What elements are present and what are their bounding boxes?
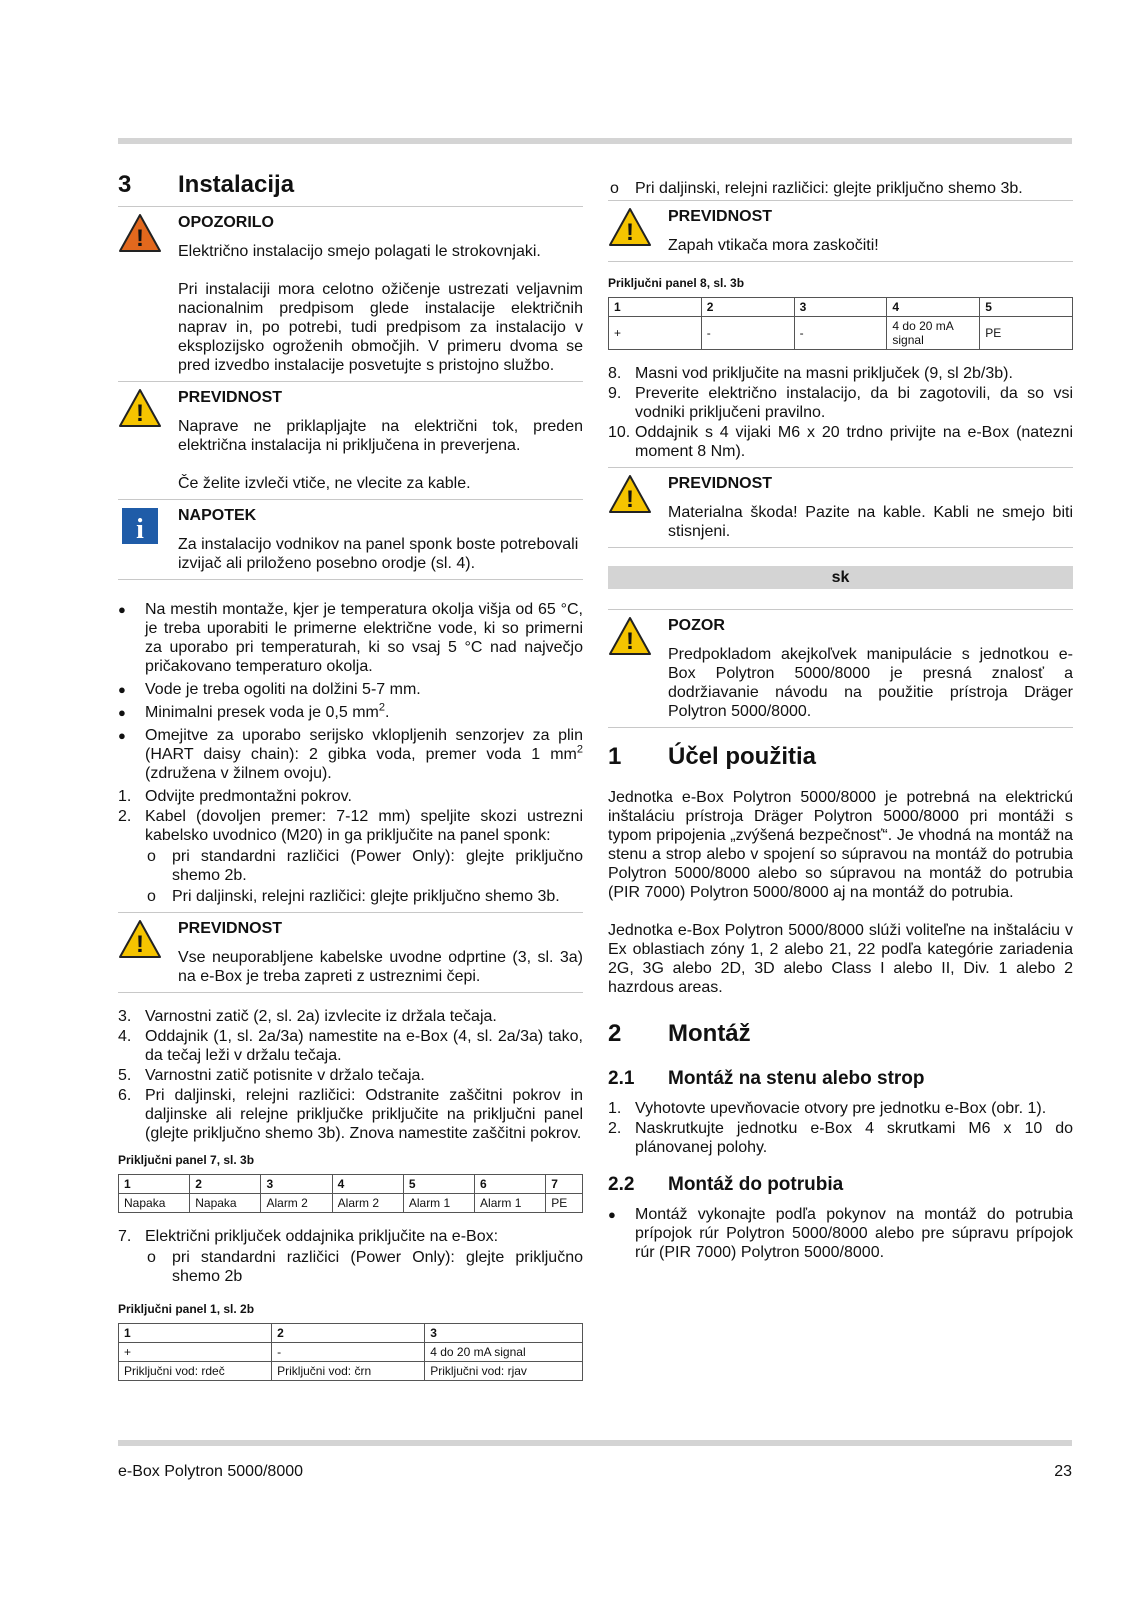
notice-title: OPOZORILO — [178, 214, 274, 231]
list-item — [608, 1119, 1073, 1157]
table-cell: 7 — [546, 1175, 583, 1194]
sub-list-item — [145, 847, 583, 885]
svg-text:!: ! — [626, 628, 634, 655]
step-number: 7. — [118, 1228, 132, 1245]
list-item: ● Na mestih montaže, kjer je temperatura okolja višja od 65 °C, je treba uporabiti le primerne električne vode, ki so primerni za uporabo pri temperaturah, ki so vsaj 5 °C nad največjo pričakovano temperaturo okolja. — [118, 600, 583, 676]
heading-title: Účel použitia — [668, 743, 817, 770]
table-cell: 1 — [119, 1175, 190, 1194]
step-text: Varnostni zatič potisnite v držalo tečaja. — [145, 1067, 425, 1084]
notice-text: Vse neuporabljene kabelske uvodne odprtine (3, sl. 3a) na e-Box je treba zapreti z ustreznimi čepi. — [178, 949, 583, 985]
svg-text:!: ! — [136, 225, 144, 252]
steps-list — [608, 364, 1073, 461]
heading-title: Montáž — [668, 1020, 751, 1047]
table-cell: 2 — [701, 298, 794, 317]
sub-text: Pri daljinski, relejni različici: glejte priključno shemo 3b. — [172, 888, 560, 905]
table-cell: Napaka — [190, 1194, 261, 1213]
table-cell: + — [119, 1343, 272, 1362]
heading-number: 2 — [608, 1020, 622, 1047]
caution-icon — [608, 207, 652, 247]
sub-text: pri standardni različici (Power Only): glejte priključno shemo 2b. — [172, 848, 583, 884]
table-header-row — [119, 1175, 583, 1194]
page-number: 23 — [1054, 1463, 1072, 1480]
list-item — [118, 787, 583, 806]
heading-title: Montáž do potrubia — [668, 1174, 844, 1195]
step-number: 1. — [608, 1100, 622, 1117]
table-caption: Priključni panel 8, sl. 3b — [608, 276, 745, 290]
notice-text: Predpokladom akejkoľvek manipulácie s jednotkou e-Box Polytron 5000/8000 je presná znalosť a dodržiavanie návodu na použitie prístroja Dräger Polytron 5000/8000. — [668, 646, 1073, 720]
notice-text: Električno instalacijo smejo polagati le strokovnjaki. — [178, 243, 541, 260]
sub-bullet: o — [147, 848, 156, 865]
superscript: 2 — [378, 701, 385, 714]
info-icon — [118, 506, 162, 546]
step-text: Preverite električno instalacijo, da bi zagotovili, da so vsi vodniki priključeni pravilno. — [635, 385, 1073, 421]
caution-icon — [608, 616, 652, 656]
heading-title: Montáž na stenu alebo strop — [668, 1068, 925, 1089]
step-number: 3. — [118, 1008, 132, 1025]
notice-title: PREVIDNOST — [668, 475, 773, 492]
table-cell: 2 — [190, 1175, 261, 1194]
notice-title: PREVIDNOST — [178, 920, 283, 937]
list-item: ● Montáž vykonajte podľa pokynov na montáž do potrubia prípojok rúr Polytron 5000/8000 alebo pre súpravu prípojok rúr (PIR 7000) Polytron 5000/8000. — [608, 1205, 1073, 1262]
sub-text: pri standardni različici (Power Only): glejte priključno shemo 2b — [172, 1249, 583, 1285]
subsection-heading-pipe — [608, 1173, 1073, 1197]
sub-list — [608, 179, 1073, 198]
table-cell: Alarm 2 — [332, 1194, 403, 1213]
svg-text:!: ! — [626, 219, 634, 246]
list-item-text: . — [385, 704, 390, 721]
sub-list — [145, 1248, 583, 1286]
table-cell: 4 — [887, 298, 980, 317]
list-item — [118, 1027, 583, 1065]
step-number: 2. — [608, 1120, 622, 1137]
notice-title: PREVIDNOST — [178, 389, 283, 406]
paragraph: Jednotka e-Box Polytron 5000/8000 slúži voliteľne na inštaláciu v Ex oblastiach zóny 1, 2 alebo 21, 22 podľa kategórie zariadenia 2G, 3G alebo 2D, 3D alebo Class I alebo II, Div. 1 alebo 2 hazrdous areas. — [608, 922, 1073, 996]
attention-notice — [608, 609, 1073, 728]
sub-list — [145, 847, 583, 906]
svg-text:!: ! — [136, 400, 144, 427]
list-item — [118, 726, 583, 783]
warning-notice — [118, 207, 583, 382]
warning-icon — [118, 213, 162, 253]
table-cell: 4 do 20 mA signal — [425, 1343, 583, 1362]
step-number: 4. — [118, 1028, 132, 1045]
sub-text: Pri daljinski, relejni različici: glejte priključno shemo 3b. — [635, 180, 1023, 197]
step-text: Oddajnik s 4 vijaki M6 x 20 trdno privijte na e-Box (natezni moment 8 Nm). — [635, 424, 1073, 460]
step-text: Vyhotovte upevňovacie otvory pre jednotku e-Box (obr. 1). — [635, 1100, 1047, 1117]
sub-bullet: o — [610, 180, 619, 197]
caution-notice — [608, 467, 1073, 548]
steps-list — [118, 1007, 583, 1143]
svg-text:!: ! — [136, 931, 144, 958]
step-number: 2. — [118, 808, 132, 825]
caution-icon — [118, 388, 162, 428]
connection-table-7 — [118, 1174, 583, 1213]
step-number: 5. — [118, 1067, 132, 1084]
list-item — [118, 1086, 583, 1143]
step-number: 10. — [608, 424, 631, 441]
bottom-rule — [118, 1440, 1072, 1446]
connection-table-1 — [118, 1323, 583, 1381]
sub-bullet: o — [147, 1249, 156, 1266]
heading-number: 3 — [118, 171, 132, 198]
heading-title: Instalacija — [178, 171, 295, 198]
svg-text:i: i — [136, 514, 144, 545]
step-text: Varnostni zatič (2, sl. 2a) izvlecite iz držala tečaja. — [145, 1008, 497, 1025]
table-cell: Priključni vod: črn — [272, 1362, 425, 1381]
table-cell: PE — [546, 1194, 583, 1213]
steps-list — [608, 1099, 1073, 1157]
top-rule — [118, 138, 1072, 144]
step-text: Masni vod priključite na masni priključek (9, sl 2b/3b). — [635, 365, 1013, 382]
step-text: Kabel (dovoljen premer: 7-12 mm) speljite skozi ustrezni kabelsko uvodnico (M20) in ga priključite na panel sponk: — [145, 808, 583, 844]
step-text: Odvijte predmontažni pokrov. — [145, 788, 352, 805]
notice-text: Naprave ne priklapljajte na električni tok, preden električna instalacija ni priključena in preverjena. — [178, 418, 583, 454]
sub-list-item — [608, 179, 1073, 198]
footer-product: e-Box Polytron 5000/8000 — [118, 1463, 304, 1480]
list-item — [608, 423, 1073, 461]
step-text: Oddajnik (1, sl. 2a/3a) namestite na e-Box (4, sl. 2a/3a) tako, da tečaj leži v držalu tečaja. — [145, 1028, 583, 1064]
table-row — [609, 317, 1073, 350]
table-cell: + — [609, 317, 702, 350]
list-item — [118, 1227, 583, 1286]
table-caption: Priključni panel 7, sl. 3b — [118, 1153, 255, 1167]
step-text: Električni priključek oddajnika priključite na e-Box: — [145, 1228, 499, 1245]
list-item — [608, 364, 1073, 383]
notice-text: Materialna škoda! Pazite na kable. Kabli ne smejo biti stisnjeni. — [668, 504, 1073, 540]
table-cell: Alarm 2 — [261, 1194, 332, 1213]
caution-notice — [118, 382, 583, 500]
list-item — [608, 1099, 1073, 1118]
left-column — [118, 170, 583, 1381]
svg-text:!: ! — [626, 486, 634, 513]
notice-text: Za instalacijo vodnikov na panel sponk boste potrebovali izvijač ali priloženo posebno orodje (sl. 4). — [178, 536, 579, 572]
step-number: 9. — [608, 385, 622, 402]
table-row — [119, 1343, 583, 1362]
list-item: ● Vode je treba ogoliti na dolžini 5-7 mm. — [118, 680, 583, 699]
sub-list-item — [145, 1248, 583, 1286]
step-number: 1. — [118, 788, 132, 805]
sub-list-item — [145, 887, 583, 906]
table-cell: 4 do 20 mA signal — [887, 317, 980, 350]
superscript: 2 — [576, 743, 583, 756]
table-cell: 2 — [272, 1324, 425, 1343]
table-cell: 4 — [332, 1175, 403, 1194]
table-cell: 5 — [403, 1175, 474, 1194]
table-row — [119, 1362, 583, 1381]
table-cell: - — [794, 317, 887, 350]
note-notice — [118, 500, 583, 580]
notice-text: Pri instalaciji mora celotno ožičenje ustrezati veljavnim nacionalnim predpisom glede instalacije električnih naprav in, po potrebi, tudi predpisom za instalacijo v eksplozijsko ogroženih območjih. V primeru dvoma se pred izvedbo instalacije posvetujte s pristojno službo. — [178, 281, 583, 374]
right-column — [608, 177, 1073, 1266]
table-header-row — [609, 298, 1073, 317]
requirements-list — [118, 600, 583, 783]
list-item — [118, 807, 583, 906]
pipe-list — [608, 1205, 1073, 1262]
table-cell: 3 — [794, 298, 887, 317]
paragraph: Jednotka e-Box Polytron 5000/8000 je potrebná na elektrickú inštaláciu prístroja Dräger Polytron 5000/8000 pri montáži s typom pripojenia „zvýšená bezpečnosť“. Je vhodná na montáž na stenu a strop alebo v spojení so súpravou na montáž do potrubia Polytron 5000/8000 alebo so súpravou na montáž do potrubia (PIR 7000) Polytron 5000/8000 aj na montáž do potrubia. — [608, 789, 1073, 901]
caution-notice — [608, 200, 1073, 262]
heading-number: 1 — [608, 743, 622, 770]
notice-text: Če želite izvleči vtiče, ne vlecite za kable. — [178, 475, 471, 492]
connection-table-8 — [608, 297, 1073, 350]
notice-title: POZOR — [668, 617, 725, 634]
table-cell: PE — [980, 317, 1073, 350]
step-text: Naskrutkujte jednotku e-Box 4 skrutkami M6 x 10 do plánovanej polohy. — [635, 1120, 1073, 1156]
step-text: Pri daljinski, relejni različici: Odstranite zaščitni pokrov in daljinske ali relejne priključke priključite na priključni panel (glejte priključno shemo 3b). Znova namestite zaščitni pokrov. — [145, 1087, 583, 1142]
steps-list — [118, 787, 583, 906]
table-row — [119, 1194, 583, 1213]
table-cell: 6 — [475, 1175, 546, 1194]
step-number: 8. — [608, 365, 622, 382]
table-cell: 1 — [609, 298, 702, 317]
table-header-row — [119, 1324, 583, 1343]
table-cell: Alarm 1 — [403, 1194, 474, 1213]
heading-number: 2.2 — [608, 1174, 635, 1195]
table-cell: - — [272, 1343, 425, 1362]
notice-text: Zapah vtikača mora zaskočiti! — [668, 237, 879, 254]
caution-icon — [608, 474, 652, 514]
table-cell: - — [701, 317, 794, 350]
caution-icon — [118, 919, 162, 959]
list-item — [118, 703, 583, 722]
sub-bullet: o — [147, 888, 156, 905]
list-item — [608, 384, 1073, 422]
table-cell: Priključni vod: rjav — [425, 1362, 583, 1381]
table-cell: Alarm 1 — [475, 1194, 546, 1213]
section-heading-mounting — [608, 1019, 1073, 1049]
notice-title: NAPOTEK — [178, 507, 257, 524]
list-item — [118, 1007, 583, 1026]
section-heading-purpose — [608, 742, 1073, 772]
language-bar: sk — [608, 566, 1073, 589]
list-item — [118, 1066, 583, 1085]
table-cell: 1 — [119, 1324, 272, 1343]
table-cell: 3 — [261, 1175, 332, 1194]
table-cell: Priključni vod: rdeč — [119, 1362, 272, 1381]
table-caption: Priključni panel 1, sl. 2b — [118, 1302, 255, 1316]
table-cell: 3 — [425, 1324, 583, 1343]
caution-notice — [118, 912, 583, 993]
list-item-text: (združena v žilnem ovoju). — [145, 765, 332, 782]
list-item-text: Minimalni presek voda je 0,5 mm — [145, 704, 379, 721]
heading-number: 2.1 — [608, 1068, 635, 1089]
table-cell: Napaka — [119, 1194, 190, 1213]
list-item-text: Omejitve za uporabo serijsko vklopljenih senzorjev za plin (HART daisy chain): 2 gibka voda, premer voda 1 mm — [145, 727, 583, 763]
table-cell: 5 — [980, 298, 1073, 317]
section-heading-installation — [118, 170, 583, 200]
steps-list — [118, 1227, 583, 1286]
step-number: 6. — [118, 1087, 132, 1104]
subsection-heading-wall — [608, 1067, 1073, 1091]
notice-title: PREVIDNOST — [668, 208, 773, 225]
